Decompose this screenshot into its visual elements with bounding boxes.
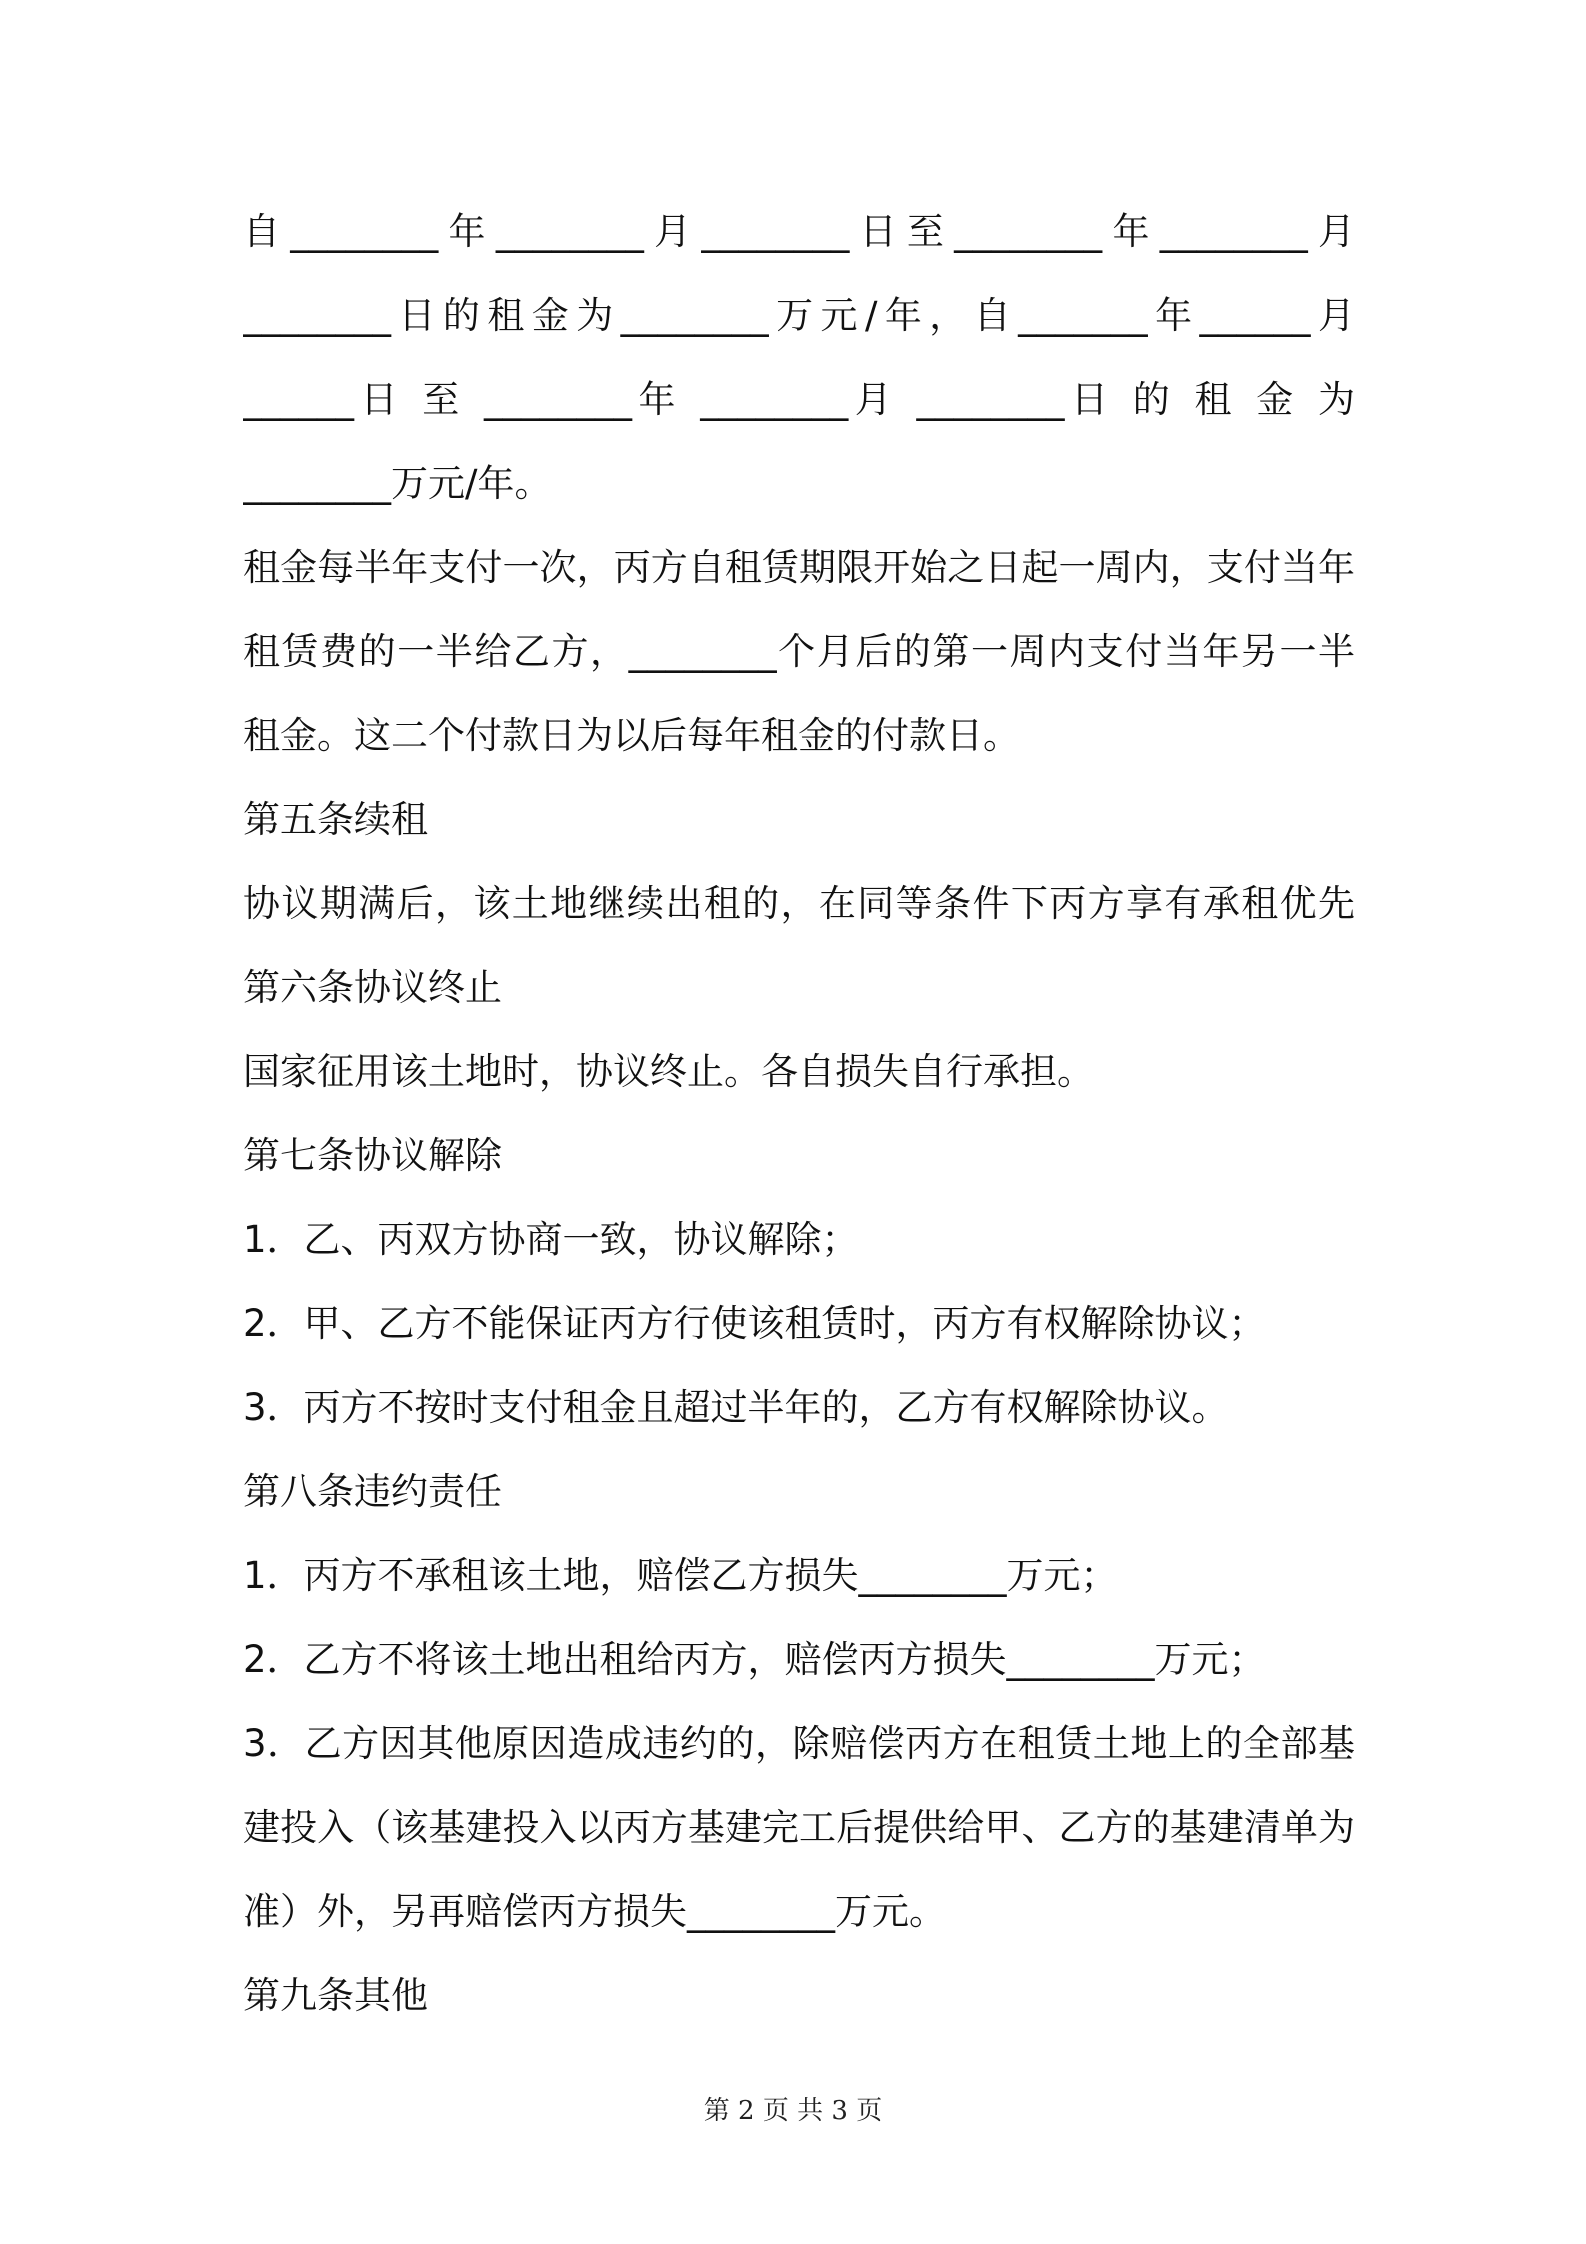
text-line: 准）外，另再赔偿丙方损失________万元。 (243, 1890, 946, 1933)
text-line: 协议期满后，该土地继续出租的，在同等条件下丙方享有承租优先 (243, 882, 1355, 925)
page-number-footer: 第 2 页 共 3 页 (703, 2096, 883, 2126)
text-line: 建投入（该基建投入以丙方基建完工后提供给甲、乙方的基建清单为 (243, 1806, 1355, 1849)
section-heading: 第七条协议解除 (243, 1134, 502, 1177)
section-heading: 第八条违约责任 (243, 1470, 502, 1513)
section-heading: 第九条其他 (243, 1974, 428, 2017)
section-heading: 第五条续租 (243, 798, 428, 841)
text-line: 租金。这二个付款日为以后每年租金的付款日。 (243, 714, 1020, 757)
text-line: ________日的租金为________万元/年，自_______年______月 (243, 294, 1355, 337)
text-line: ______日 至 ________年 ________月 ________日 的 租 金 为 (243, 378, 1355, 421)
section-heading: 第六条协议终止 (243, 966, 502, 1009)
text-line: 租金每半年支付一次，丙方自租赁期限开始之日起一周内，支付当年 (243, 546, 1355, 589)
list-item: 1．丙方不承租该土地，赔偿乙方损失________万元； (243, 1554, 1118, 1597)
document-body (243, 190, 1355, 2038)
text-line: ________万元/年。 (243, 462, 552, 505)
text-line: 国家征用该土地时，协议终止。各自损失自行承担。 (243, 1050, 1094, 1093)
text-line: 自________年________月________日至________年________月 (243, 210, 1355, 253)
list-item: 2．甲、乙方不能保证丙方行使该租赁时，丙方有权解除协议； (243, 1302, 1266, 1345)
list-item: 3．丙方不按时支付租金且超过半年的，乙方有权解除协议。 (243, 1386, 1229, 1429)
list-item: 1．乙、丙双方协商一致，协议解除； (243, 1218, 859, 1261)
list-item: 3．乙方因其他原因造成违约的，除赔偿丙方在租赁土地上的全部基 (243, 1722, 1355, 1765)
text-line: 租赁费的一半给乙方，________个月后的第一周内支付当年另一半 (243, 630, 1355, 673)
list-item: 2．乙方不将该土地出租给丙方，赔偿丙方损失________万元； (243, 1638, 1266, 1681)
